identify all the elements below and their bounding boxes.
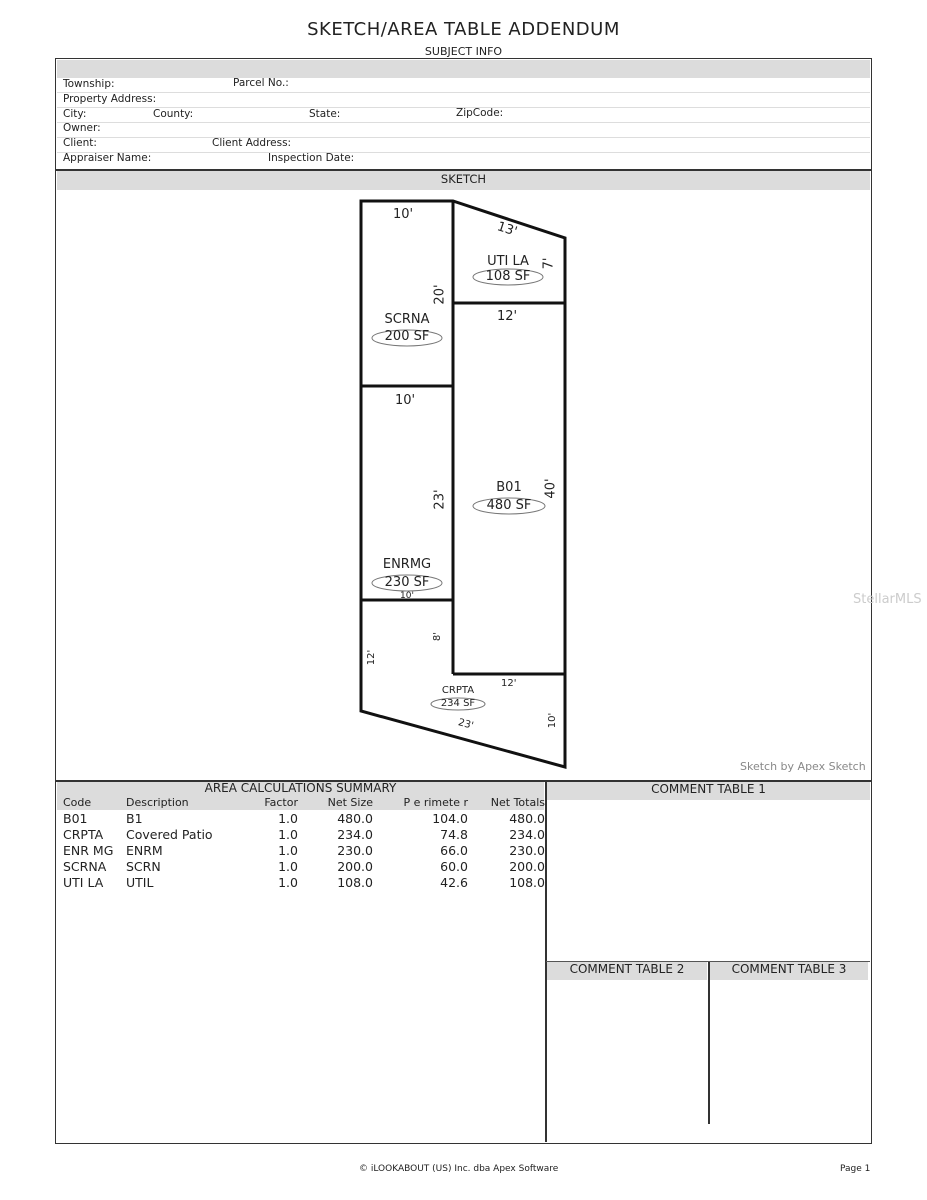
table-cell: 200.0 xyxy=(337,859,373,874)
owner-label: Owner: xyxy=(63,122,101,134)
column-header: Code xyxy=(63,796,92,809)
table-cell: 1.0 xyxy=(278,811,298,826)
table-cell: 200.0 xyxy=(509,859,545,874)
table-cell: 230.0 xyxy=(337,843,373,858)
table-cell: B01 xyxy=(63,811,88,826)
watermark: StellarMLS xyxy=(853,592,922,607)
table-cell: 42.6 xyxy=(440,875,468,890)
city-label: City: xyxy=(63,108,87,120)
dimension-label: 20' xyxy=(432,284,448,305)
page-number: Page 1 xyxy=(840,1164,871,1174)
table-cell: 108.0 xyxy=(337,875,373,890)
table-cell: UTIL xyxy=(126,875,154,890)
area-code: B01 xyxy=(496,480,522,495)
table-cell: 480.0 xyxy=(509,811,545,826)
dimension-label: 7' xyxy=(541,257,557,270)
dimension-label: 40' xyxy=(543,478,559,499)
area-sf: 230 SF xyxy=(384,575,430,590)
table-cell: 74.8 xyxy=(440,827,468,842)
area-code: ENRMG xyxy=(382,557,432,572)
comment-table-3-header: COMMENT TABLE 3 xyxy=(710,962,868,980)
client-label: Client: xyxy=(63,137,97,149)
table-cell: 1.0 xyxy=(278,827,298,842)
dimension-label: 12' xyxy=(501,678,517,689)
table-cell: 60.0 xyxy=(440,859,468,874)
column-header: Factor xyxy=(264,796,298,809)
column-header: Net Size xyxy=(327,796,373,809)
parcel-label: Parcel No.: xyxy=(233,77,289,89)
dimension-label: 10' xyxy=(547,712,559,729)
table-cell: CRPTA xyxy=(63,827,104,842)
table-cell: 234.0 xyxy=(337,827,373,842)
dimension-label: 8' xyxy=(432,631,444,642)
comment-table-2-header: COMMENT TABLE 2 xyxy=(547,962,707,980)
table-cell: SCRNA xyxy=(63,859,107,874)
copyright: © iLOOKABOUT (US) Inc. dba Apex Software xyxy=(359,1164,559,1174)
table-cell: ENRM xyxy=(126,843,163,858)
county-label: County: xyxy=(153,108,194,120)
inspection-date-label: Inspection Date: xyxy=(268,152,355,164)
property-address-label: Property Address: xyxy=(63,93,157,105)
client-address-label: Client Address: xyxy=(212,137,292,149)
table-cell: 104.0 xyxy=(432,811,468,826)
summary-title: AREA CALCULATIONS SUMMARY xyxy=(204,781,397,795)
zip-label: ZipCode: xyxy=(456,107,504,119)
dimension-label: 10' xyxy=(395,393,416,408)
table-cell: ENR MG xyxy=(63,843,114,858)
table-cell: 480.0 xyxy=(337,811,373,826)
table-cell: UTI LA xyxy=(63,875,104,890)
column-header: Net Totals xyxy=(490,796,545,809)
sketch-credit: Sketch by Apex Sketch xyxy=(740,760,866,773)
state-label: State: xyxy=(309,108,341,120)
dimension-label: 10' xyxy=(393,207,414,222)
area-code: UTI LA xyxy=(487,254,529,269)
appraiser-label: Appraiser Name: xyxy=(63,152,152,164)
column-header: Description xyxy=(126,796,189,809)
sketch-header: SKETCH xyxy=(57,171,870,190)
dimension-label: 12' xyxy=(366,649,378,666)
dimension-label: 23' xyxy=(456,717,475,732)
area-sf: 200 SF xyxy=(384,329,430,344)
table-cell: 66.0 xyxy=(440,843,468,858)
document-title: SKETCH/AREA TABLE ADDENDUM xyxy=(307,19,620,40)
area-code: CRPTA xyxy=(441,685,475,696)
dimension-label: 23' xyxy=(432,489,448,510)
table-cell: 1.0 xyxy=(278,875,298,890)
comment-table-1-header: COMMENT TABLE 1 xyxy=(547,782,870,800)
area-code: SCRNA xyxy=(384,312,430,327)
township-label: Township: xyxy=(63,78,115,90)
table-cell: 108.0 xyxy=(509,875,545,890)
table-cell: 234.0 xyxy=(509,827,545,842)
table-cell: SCRN xyxy=(126,859,161,874)
table-cell: 1.0 xyxy=(278,859,298,874)
area-sf: 234 SF xyxy=(440,698,476,709)
dimension-label: 10' xyxy=(400,591,414,601)
table-cell: Covered Patio xyxy=(126,827,213,842)
area-sf: 108 SF xyxy=(485,269,531,284)
column-header: P e rimete r xyxy=(403,796,468,809)
dimension-label: 12' xyxy=(497,309,518,324)
table-cell: 230.0 xyxy=(509,843,545,858)
area-sf: 480 SF xyxy=(486,498,532,513)
table-cell: B1 xyxy=(126,811,143,826)
table-cell: 1.0 xyxy=(278,843,298,858)
subject-info-heading: SUBJECT INFO xyxy=(424,45,503,58)
dimension-label: 13' xyxy=(495,219,519,240)
